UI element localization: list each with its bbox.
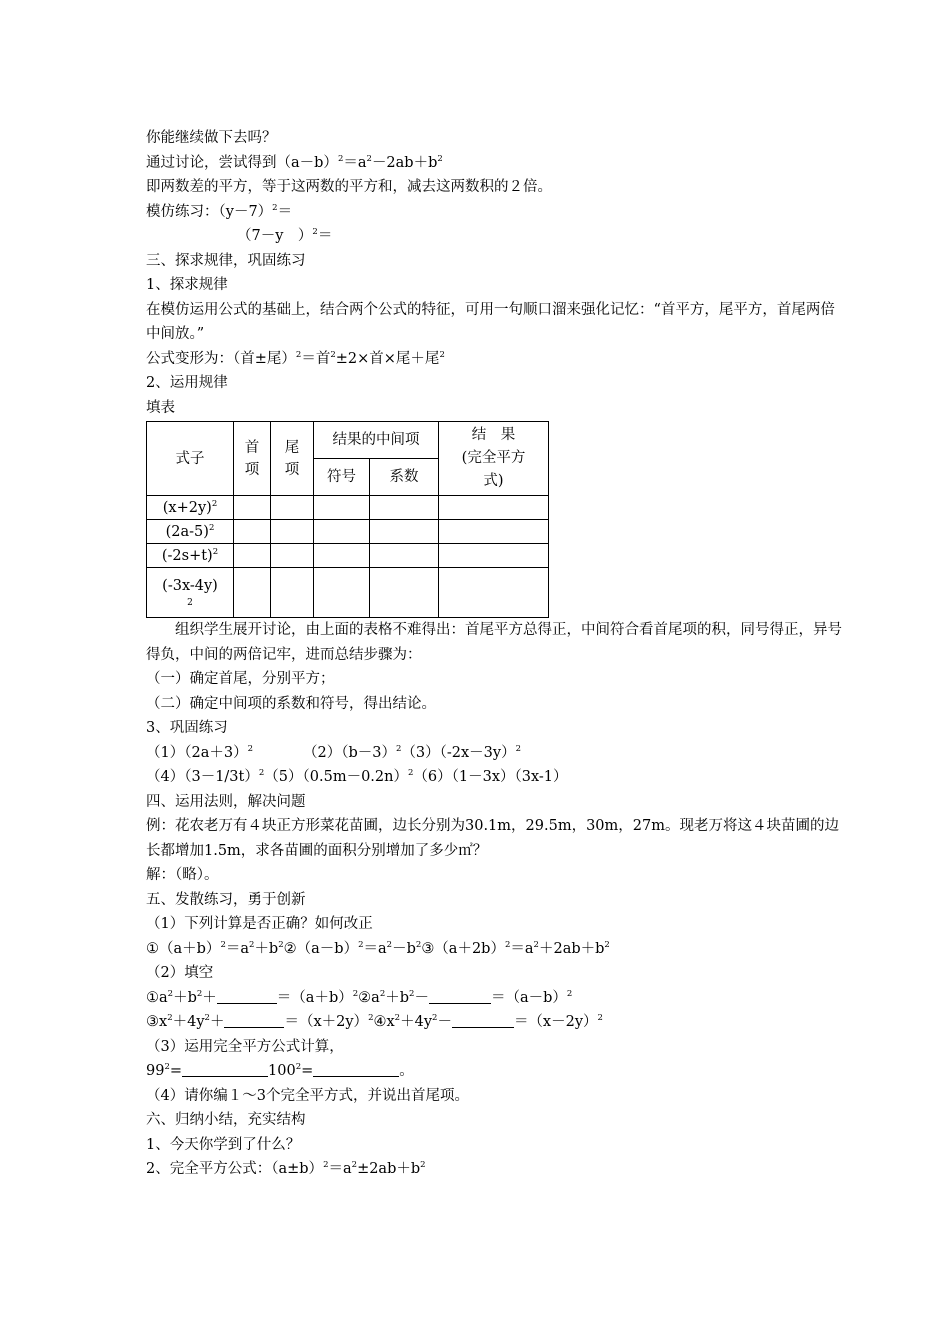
question-3: （3）运用完全平方公式计算，: [146, 1038, 344, 1055]
fill-table: [146, 421, 549, 618]
question-4: （4）请你编１～3个完全平方式，并说出首尾项。: [146, 1087, 469, 1104]
section3-sub1: 1、探求规律: [146, 277, 228, 293]
section4-title: 四、运用法则，解决问题: [146, 793, 306, 810]
blank-4[interactable]: [452, 1013, 514, 1028]
exercise-line-2: $(4)(3-1/3t)^2(5)(0.5m-0.2n)^2(6)(1-3x)(3x-1)$: [146, 768, 568, 785]
table-header-last: 尾 项: [271, 422, 314, 496]
blank-1[interactable]: [217, 989, 277, 1004]
blank-99[interactable]: [182, 1062, 268, 1077]
blank-2[interactable]: [429, 989, 491, 1004]
section6-title: 六、归纳小结，充实结构: [146, 1112, 306, 1128]
example-problem: 例：花农老万有４块正方形菜花苗圃，边长分别为30.1m，29.5m，30m，27m。现老万将这４块苗圃的边长都增加1.5m，求各苗圃的面积分别增加了多少㎡？: [146, 818, 839, 859]
blank-100[interactable]: [313, 1062, 399, 1077]
table-header-sign: 符号: [314, 459, 370, 496]
section3-title: 三、探求规律，巩固练习: [146, 252, 306, 269]
exercise-line-1: $(1)(2a+3)^2$ $(2)(b-3)^2(3)(-2x-3y)^2$: [146, 743, 522, 761]
derive-formula: 通过讨论，尝试得到$(a-b)^2=a^2-2ab+b^2$: [146, 153, 443, 171]
question-1: （1）下列计算是否正确？如何改正: [146, 916, 373, 932]
question-2: （2）填空: [146, 965, 214, 981]
fill-blank-line-1: $①a^2+b^2+$ $=(a+b)^2②a^2+b^2- =(a-b)^2$: [146, 988, 573, 1006]
section3-sub2: 2、运用规律: [146, 375, 228, 391]
summary-2: 2、完全平方公式：$(a\pm b)^2=a^2\pm 2ab+b^2$: [146, 1160, 426, 1177]
example-answer: 解：（略）。: [146, 867, 219, 883]
discussion-paragraph: 组织学生展开讨论，由上面的表格不难得出：首尾平方总得正，中间符合看首尾项的积，同号得正，异号得负，中间的两倍记牢，进而总结步骤为：: [146, 622, 842, 663]
question-1-items: $①(a+b)^2=a^2+b^2②(a-b)^2=a^2-b^2③(a+2b)^2=a^2+2ab+b^2$: [146, 939, 610, 957]
fill-table-label: 填表: [146, 399, 175, 416]
table-header-middle: 结果的中间项: [314, 422, 439, 459]
formula-meaning: 即两数差的平方，等于这两数的平方和，减去这两数积的２倍。: [146, 179, 552, 195]
table-header-first: 首 项: [234, 422, 271, 496]
section3-sub3: 3、巩固练习: [146, 720, 228, 736]
table-row: (-3x-4y) 2: [147, 568, 549, 618]
table-header-result: 结 果 (完全平方 式): [439, 422, 549, 496]
continue-question: 你能继续做下去吗？: [146, 130, 277, 146]
blank-3[interactable]: [224, 1013, 284, 1028]
step-2: （二）确定中间项的系数和符号，得出结论。: [146, 695, 436, 712]
imitate-exercise-1: 模仿练习：$(y-7)^2=$: [146, 202, 293, 220]
table-row: $(2a-5)^2$: [147, 520, 549, 544]
section5-title: 五、发散练习，勇于创新: [146, 891, 306, 908]
summary-1: 1、今天你学到了什么？: [146, 1136, 301, 1153]
table-header-coef: 系数: [370, 459, 439, 496]
table-row: $(-2s+t)^2$: [147, 544, 549, 568]
table-row: $(x+2y)^2$: [147, 496, 549, 520]
fill-blank-line-2: $③x^2+4y^2+$ $=(x+2y)^2④x^2+4y^2- =(x-2y)^2$: [146, 1013, 603, 1030]
document-page: [146, 126, 846, 1182]
rhyme-paragraph: 在模仿运用公式的基础上，结合两个公式的特征，可用一句顺口溜来强化记忆：“首平方，尾平方，首尾两倍中间放。”: [146, 301, 835, 342]
imitate-exercise-2: （7－y ）$^2$＝: [237, 227, 333, 244]
step-1: （一）确定首尾，分别平方；: [146, 671, 335, 687]
table-header-expr: 式子: [147, 422, 234, 496]
formula-transform: 公式变形为：（首±尾）$^2$＝首$^2$±2×首×尾＋尾$^2$: [146, 349, 445, 367]
calc-line: $99^2= 100^2=$ 。: [146, 1062, 414, 1079]
